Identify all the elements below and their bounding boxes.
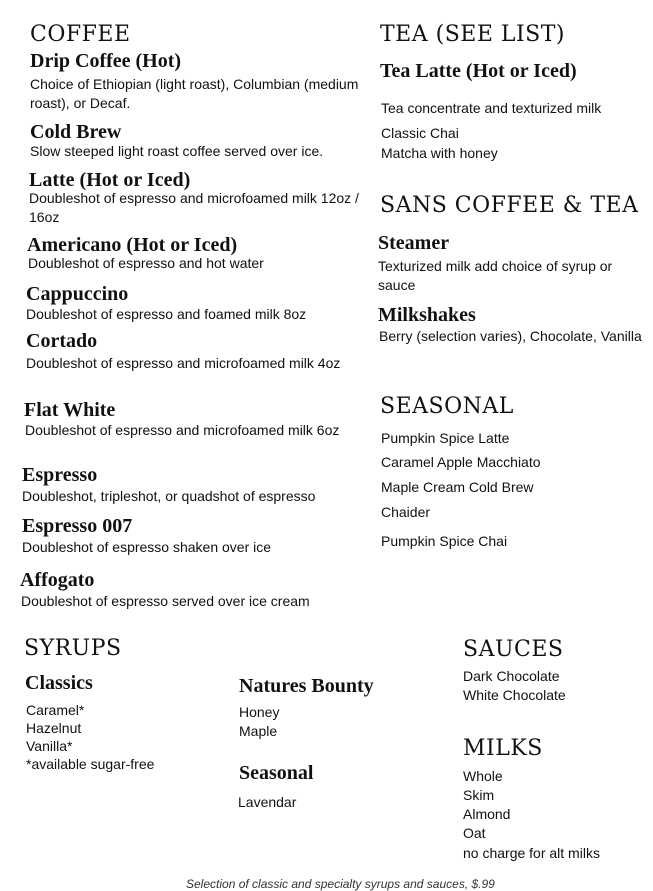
syrup-item: Vanilla* (26, 738, 73, 754)
milk-note: no charge for alt milks (463, 845, 600, 861)
menu-item-name: Cappuccino (26, 283, 129, 305)
syrup-note: *available sugar-free (26, 756, 155, 772)
menu-item-desc: Berry (selection varies), Chocolate, Vanilla (379, 328, 642, 344)
menu-item-name: Espresso 007 (22, 515, 133, 537)
milk-item: Whole (463, 768, 503, 784)
menu-item-name: Espresso (22, 464, 98, 486)
syrup-group-title: Seasonal (239, 762, 314, 784)
sauce-item: White Chocolate (463, 687, 566, 703)
tea-option: Classic Chai (381, 125, 459, 141)
menu-item-desc: Doubleshot, tripleshot, or quadshot of espresso (22, 488, 316, 504)
menu-item-desc: Doubleshot of espresso served over ice cream (21, 593, 310, 609)
syrup-item: Maple (239, 723, 278, 739)
menu-item-desc: Choice of Ethiopian (light roast), Columbian (medium roast), or Decaf. (30, 76, 359, 111)
menu-item-desc: Doubleshot of espresso and microfoamed milk 4oz (26, 355, 341, 371)
syrup-group-title: Classics (25, 672, 93, 694)
footer-note: Selection of classic and specialty syrups and sauces, $.99 (186, 877, 495, 891)
menu-item-desc: Slow steeped light roast coffee served over ice. (30, 143, 324, 159)
menu-item-desc: Doubleshot of espresso shaken over ice (22, 539, 272, 555)
menu-item-name: Drip Coffee (Hot) (30, 50, 182, 72)
tea-heading: TEA (SEE LIST) (380, 22, 566, 47)
seasonal-item: Chaider (381, 504, 431, 520)
seasonal-item: Caramel Apple Macchiato (381, 454, 541, 470)
coffee-heading: COFFEE (30, 22, 131, 47)
menu-item-name: Steamer (378, 232, 450, 254)
syrup-item: Lavendar (238, 794, 297, 810)
syrup-item: Caramel* (26, 702, 85, 718)
menu-item-desc: Doubleshot of espresso and foamed milk 8oz (26, 306, 307, 322)
menu-item-name: Milkshakes (378, 304, 476, 326)
menu-item-desc: Doubleshot of espresso and microfoamed milk 6oz (25, 422, 340, 438)
menu-item-name: Flat White (24, 399, 116, 421)
menu-item-name: Tea Latte (Hot or Iced) (380, 60, 577, 82)
syrup-group-title: Natures Bounty (239, 675, 374, 697)
sans-heading: SANS COFFEE & TEA (380, 193, 639, 218)
menu-item-desc: Doubleshot of espresso and microfoamed milk 12oz / 16oz (29, 190, 359, 225)
menu-item-name: Cold Brew (30, 121, 122, 143)
seasonal-heading: SEASONAL (380, 394, 514, 419)
milks-heading: MILKS (463, 736, 543, 761)
menu-item-desc: Texturized milk add choice of syrup or sauce (378, 258, 613, 293)
syrup-item: Hazelnut (26, 720, 82, 736)
menu-item-desc: Tea concentrate and texturized milk (381, 100, 602, 116)
milk-item: Skim (463, 787, 495, 803)
seasonal-item: Maple Cream Cold Brew (381, 479, 534, 495)
menu-item-name: Affogato (20, 569, 95, 591)
milk-item: Almond (463, 806, 511, 822)
menu-item-name: Latte (Hot or Iced) (29, 169, 191, 191)
menu-item-desc: Doubleshot of espresso and hot water (28, 255, 264, 271)
milk-item: Oat (463, 825, 486, 841)
sauces-heading: SAUCES (463, 637, 564, 662)
seasonal-item: Pumpkin Spice Latte (381, 430, 510, 446)
syrups-heading: SYRUPS (24, 636, 122, 661)
seasonal-item: Pumpkin Spice Chai (381, 533, 508, 549)
menu-item-name: Cortado (26, 330, 98, 352)
sauce-item: Dark Chocolate (463, 668, 560, 684)
tea-option: Matcha with honey (381, 145, 498, 161)
menu-item-name: Americano (Hot or Iced) (27, 234, 238, 256)
syrup-item: Honey (239, 704, 280, 720)
